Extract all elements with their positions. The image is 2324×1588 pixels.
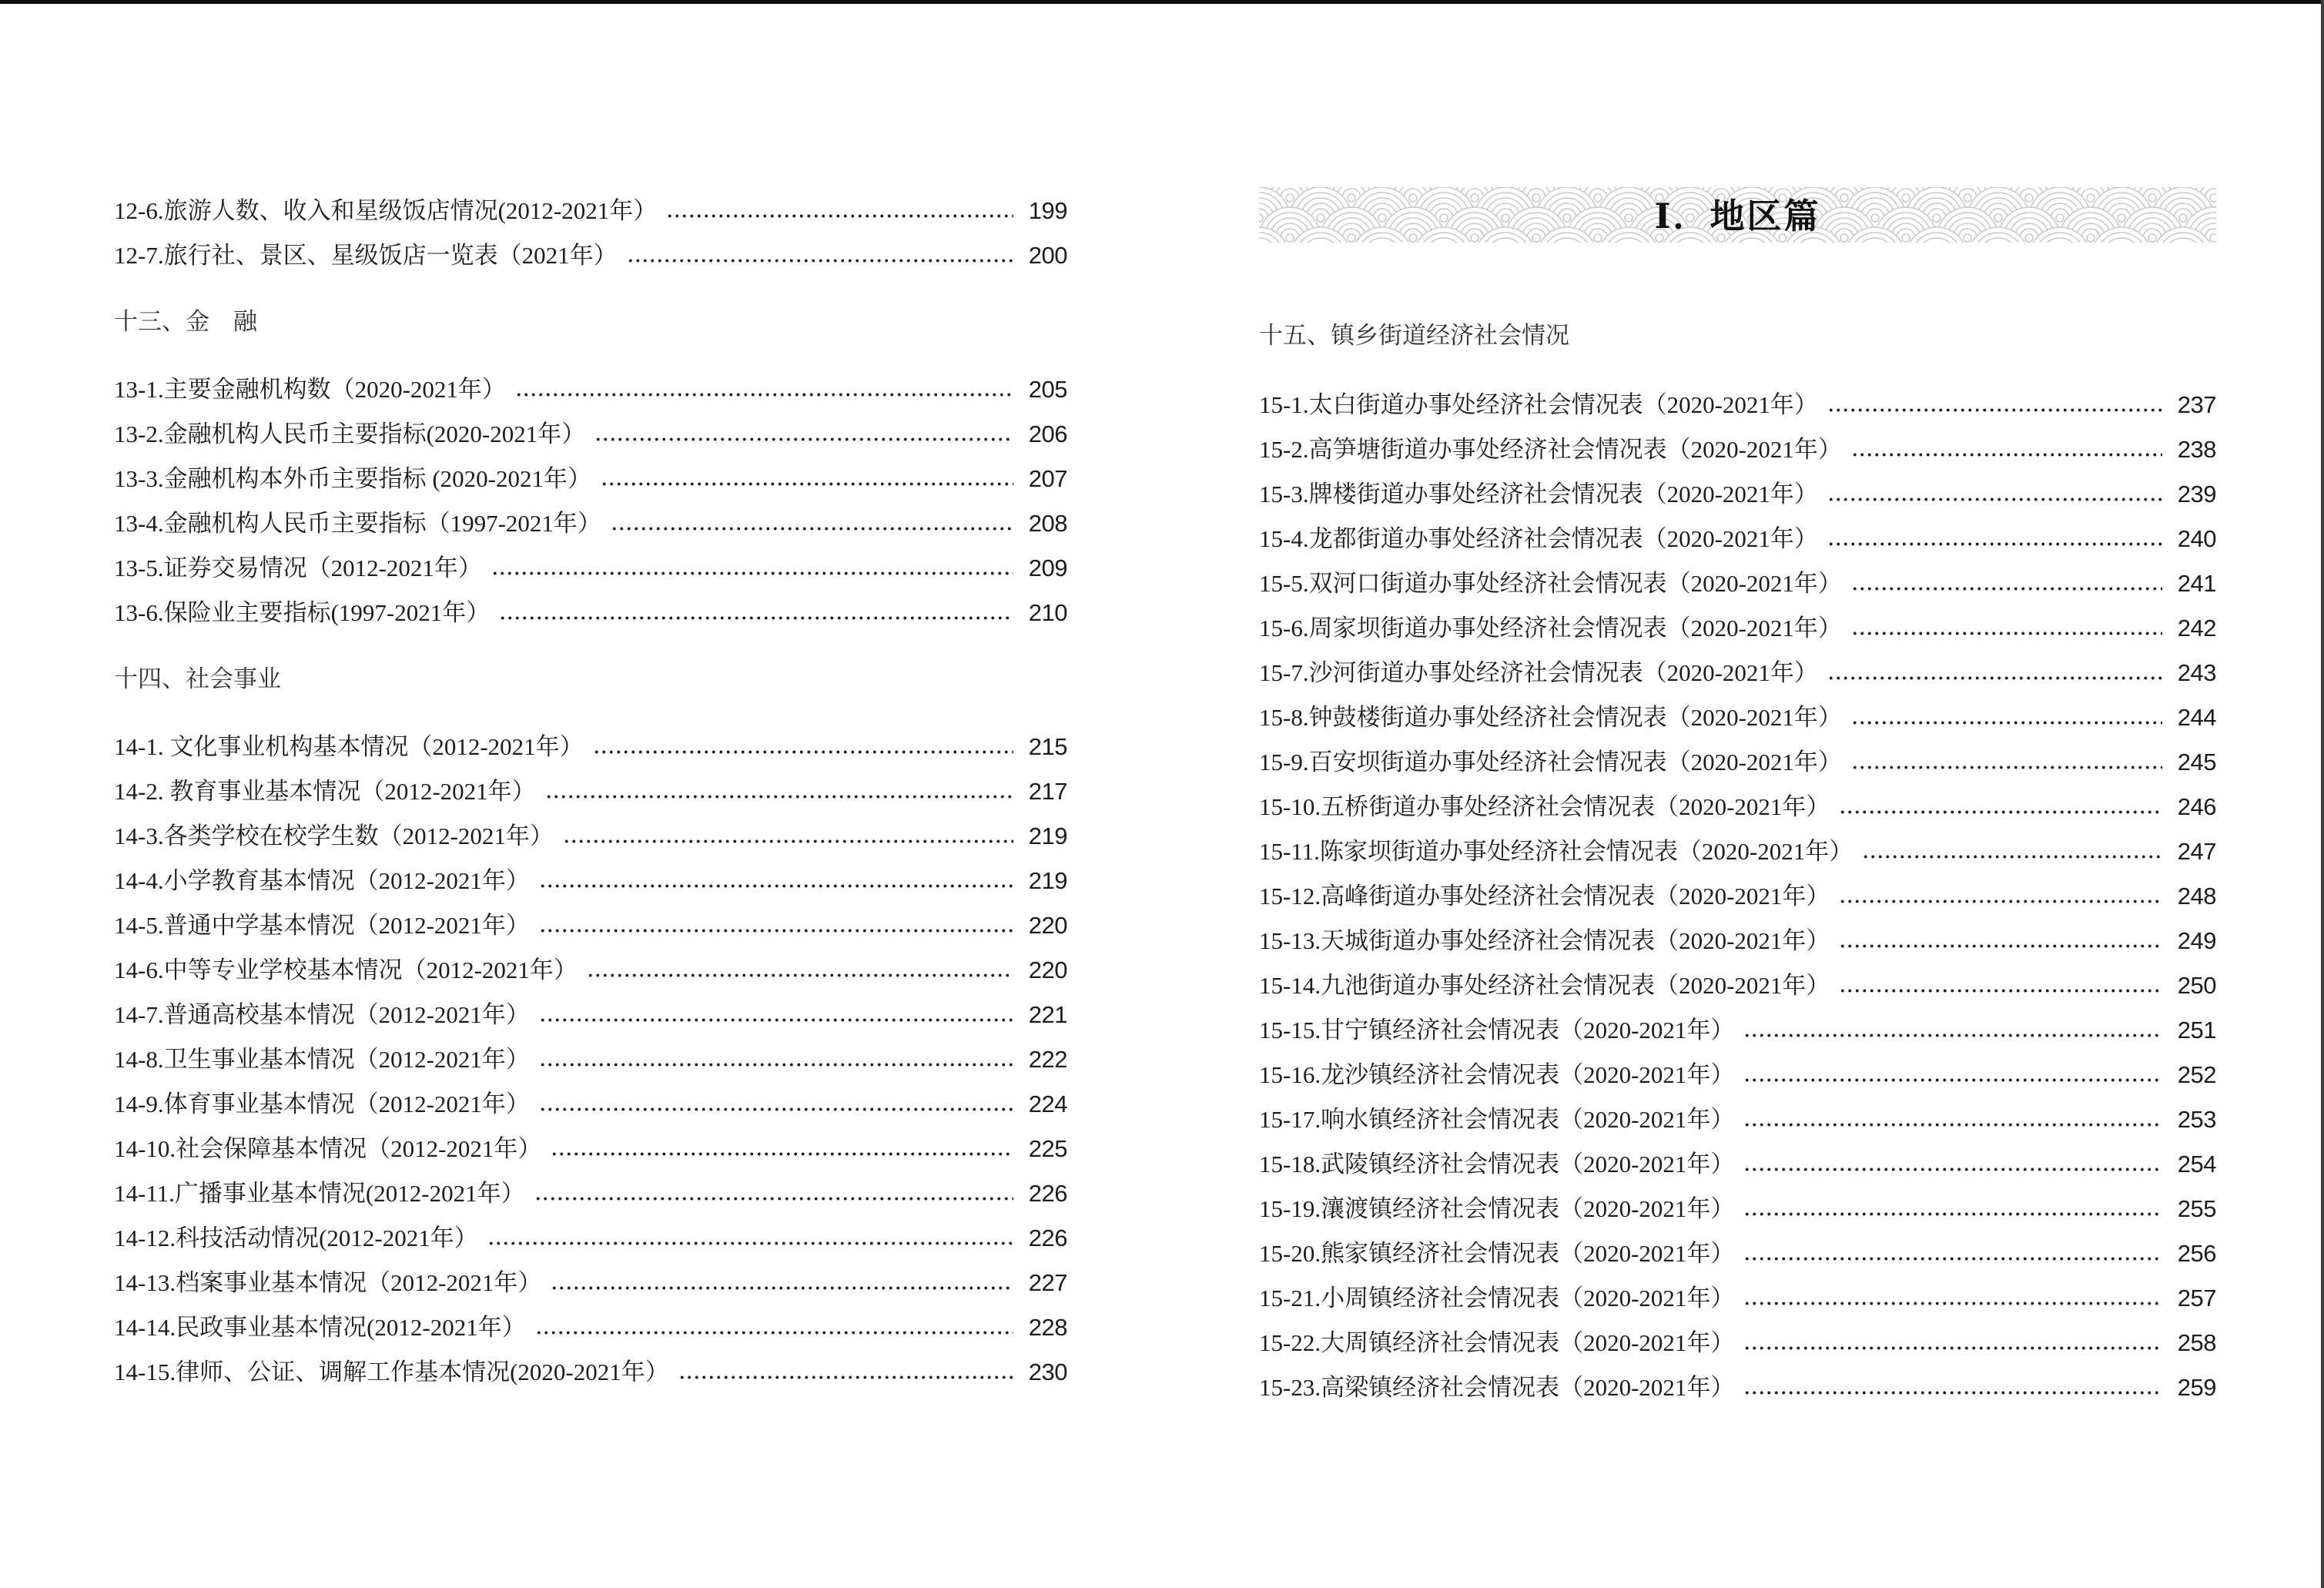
toc-entry-page: 226 (1028, 1224, 1067, 1251)
dot-leader (1743, 1063, 2162, 1087)
toc-entry (114, 1171, 1067, 1215)
toc-entry (1259, 1052, 2216, 1097)
toc-entry-title: 14-2. 教育事业基本情况（2012-2021年） (114, 777, 536, 805)
section-heading-townships: 十五、镇乡街道经济社会情况 (1259, 321, 1569, 349)
toc-entry-page: 209 (1028, 554, 1067, 581)
toc-entry (1259, 873, 2216, 918)
toc-entry-title: 13-2.金融机构人民币主要指标(2020-2021年） (114, 420, 586, 447)
toc-entry (1259, 963, 2216, 1007)
toc-entry-title: 14-11.广播事业基本情况(2012-2021年） (114, 1179, 525, 1207)
toc-entry-page: 222 (1028, 1045, 1067, 1073)
toc-entry-page: 205 (1028, 375, 1067, 403)
dot-leader (1839, 929, 2162, 953)
toc-entry (114, 813, 1067, 858)
dot-leader (539, 913, 1013, 937)
toc-entry-page: 256 (2177, 1239, 2216, 1267)
dot-leader (1743, 1018, 2162, 1042)
dot-leader (1827, 527, 2162, 551)
toc-entry-page: 237 (2177, 390, 2216, 418)
toc-entry (114, 992, 1067, 1037)
toc-entry-title: 12-7.旅行社、景区、星级饭店一览表（2021年） (114, 241, 618, 269)
dot-leader (611, 511, 1013, 535)
toc-entry-title: 15-10.五桥街道办事处经济社会情况表（2020-2021年） (1259, 792, 1830, 820)
toc-entry-title: 14-12.科技活动情况(2012-2021年） (114, 1224, 478, 1251)
toc-entry-page: 257 (2177, 1284, 2216, 1312)
toc-entry-title: 15-17.响水镇经济社会情况表（2020-2021年） (1259, 1105, 1735, 1133)
page-top-border (0, 0, 2324, 4)
toc-entry-page: 220 (1028, 911, 1067, 939)
toc-entry-title: 14-5.普通中学基本情况（2012-2021年） (114, 911, 530, 939)
toc-entry (114, 590, 1067, 635)
toc-entry-page: 219 (1028, 822, 1067, 849)
toc-entry-title: 15-16.龙沙镇经济社会情况表（2020-2021年） (1259, 1060, 1735, 1088)
toc-entry-title: 15-13.天城街道办事处经济社会情况表（2020-2021年） (1259, 926, 1830, 954)
dot-leader (491, 556, 1013, 580)
toc-entry-title: 15-11.陈家坝街道办事处经济社会情况表（2020-2021年） (1259, 837, 1854, 865)
dot-leader (1851, 750, 2162, 774)
toc-entry-page: 242 (2177, 614, 2216, 642)
toc-entry-page: 227 (1028, 1268, 1067, 1296)
toc-entry-page: 248 (2177, 882, 2216, 910)
toc-entry (114, 411, 1067, 456)
toc-entry-title: 15-3.牌楼街道办事处经济社会情况表（2020-2021年） (1259, 480, 1818, 508)
toc-entry (1259, 1097, 2216, 1141)
dot-leader (1851, 705, 2162, 729)
toc-entry (1259, 695, 2216, 739)
dot-leader (1743, 1286, 2162, 1310)
page-right-border (2321, 0, 2324, 1588)
toc-entry (1259, 1365, 2216, 1409)
dot-leader (551, 1137, 1013, 1161)
toc-entry (114, 1260, 1067, 1305)
toc-entry-title: 15-6.周家坝街道办事处经济社会情况表（2020-2021年） (1259, 614, 1842, 642)
toc-entry-title: 15-21.小周镇经济社会情况表（2020-2021年） (1259, 1284, 1735, 1312)
toc-entry-page: 224 (1028, 1090, 1067, 1117)
toc-entry-title: 15-12.高峰街道办事处经济社会情况表（2020-2021年） (1259, 882, 1830, 910)
dot-leader (593, 735, 1013, 759)
dot-leader (1862, 839, 2162, 863)
toc-entry-page: 247 (2177, 837, 2216, 865)
toc-entry-page: 238 (2177, 435, 2216, 463)
dot-leader (1743, 1152, 2162, 1176)
dot-leader (1851, 571, 2162, 595)
toc-list-tourism-continued (114, 188, 1067, 277)
toc-entry-title: 14-7.普通高校基本情况（2012-2021年） (114, 1000, 530, 1028)
toc-entry (1259, 516, 2216, 561)
toc-entry-title: 14-8.卫生事业基本情况（2012-2021年） (114, 1045, 530, 1073)
toc-list-social-affairs (114, 724, 1067, 1394)
toc-entry (1259, 561, 2216, 605)
toc-list-finance (114, 367, 1067, 635)
section-heading-social-affairs: 十四、社会事业 (114, 665, 281, 692)
toc-entry-title: 15-2.高笋塘街道办事处经济社会情况表（2020-2021年） (1259, 435, 1842, 463)
toc-entry (1259, 1320, 2216, 1365)
toc-entry-page: 259 (2177, 1373, 2216, 1401)
toc-entry (1259, 739, 2216, 784)
toc-entry-title: 15-20.熊家镇经济社会情况表（2020-2021年） (1259, 1239, 1735, 1267)
toc-entry-page: 208 (1028, 509, 1067, 537)
dot-leader (627, 243, 1013, 267)
toc-entry-page: 255 (2177, 1194, 2216, 1222)
toc-entry (114, 1081, 1067, 1126)
toc-entry-title: 15-14.九池街道办事处经济社会情况表（2020-2021年） (1259, 971, 1830, 999)
toc-entry-page: 246 (2177, 792, 2216, 820)
toc-entry (114, 903, 1067, 947)
toc-entry-page: 207 (1028, 464, 1067, 492)
dot-leader (1743, 1241, 2162, 1265)
dot-leader (1851, 437, 2162, 461)
toc-entry-page: 251 (2177, 1016, 2216, 1044)
toc-entry-title: 13-6.保险业主要指标(1997-2021年） (114, 598, 491, 626)
toc-entry-page: 243 (2177, 658, 2216, 686)
toc-entry (1259, 427, 2216, 471)
toc-entry (114, 1215, 1067, 1260)
toc-entry-title: 13-4.金融机构人民币主要指标（1997-2021年） (114, 509, 601, 537)
right-page-column (1259, 187, 2216, 1409)
toc-entry-title: 14-4.小学教育基本情况（2012-2021年） (114, 866, 530, 894)
toc-entry (1259, 650, 2216, 695)
left-page-column (114, 188, 1067, 1394)
toc-entry-page: 210 (1028, 598, 1067, 626)
dot-leader (587, 958, 1013, 982)
toc-entry (1259, 1186, 2216, 1231)
toc-entry-page: 258 (2177, 1328, 2216, 1356)
part-title-band (1259, 187, 2216, 243)
toc-entry-title: 15-7.沙河街道办事处经济社会情况表（2020-2021年） (1259, 658, 1818, 686)
toc-list-townships (1259, 382, 2216, 1409)
toc-entry-page: 254 (2177, 1150, 2216, 1178)
toc-entry-page: 241 (2177, 569, 2216, 597)
toc-entry-page: 228 (1028, 1313, 1067, 1341)
dot-leader (515, 377, 1013, 401)
toc-entry-page: 199 (1028, 196, 1067, 224)
toc-entry (1259, 382, 2216, 427)
toc-entry-title: 14-3.各类学校在校学生数（2012-2021年） (114, 822, 554, 849)
toc-entry (1259, 918, 2216, 963)
dot-leader (487, 1226, 1013, 1250)
toc-entry (114, 456, 1067, 501)
toc-entry-title: 14-13.档案事业基本情况（2012-2021年） (114, 1268, 542, 1296)
dot-leader (1827, 393, 2162, 417)
section-heading-finance: 十三、金 融 (114, 307, 257, 335)
toc-entry-title: 14-14.民政事业基本情况(2012-2021年） (114, 1313, 526, 1341)
dot-leader (545, 779, 1013, 803)
dot-leader (551, 1271, 1013, 1295)
dot-leader (1743, 1375, 2162, 1399)
toc-entry-title: 15-22.大周镇经济社会情况表（2020-2021年） (1259, 1328, 1735, 1356)
toc-entry-title: 14-1. 文化事业机构基本情况（2012-2021年） (114, 732, 584, 760)
toc-entry-title: 15-5.双河口街道办事处经济社会情况表（2020-2021年） (1259, 569, 1842, 597)
toc-entry-title: 13-5.证券交易情况（2012-2021年） (114, 554, 482, 581)
toc-entry-page: 226 (1028, 1179, 1067, 1207)
toc-entry-page: 244 (2177, 703, 2216, 731)
toc-entry-title: 13-3.金融机构本外币主要指标 (2020-2021年） (114, 464, 591, 492)
toc-entry-title: 14-10.社会保障基本情况（2012-2021年） (114, 1134, 542, 1162)
toc-entry-title: 15-18.武陵镇经济社会情况表（2020-2021年） (1259, 1150, 1735, 1178)
dot-leader (539, 869, 1013, 893)
toc-entry-title: 15-15.甘宁镇经济社会情况表（2020-2021年） (1259, 1016, 1735, 1044)
toc-entry-title: 13-1.主要金融机构数（2020-2021年） (114, 375, 506, 403)
dot-leader (1743, 1331, 2162, 1355)
dot-leader (1827, 661, 2162, 685)
dot-leader (535, 1315, 1013, 1339)
toc-entry (114, 947, 1067, 992)
dot-leader (534, 1181, 1013, 1205)
dot-leader (1827, 482, 2162, 506)
toc-entry (114, 545, 1067, 590)
toc-entry-page: 239 (2177, 480, 2216, 508)
toc-entry (1259, 605, 2216, 650)
dot-leader (601, 467, 1013, 491)
toc-entry-title: 15-8.钟鼓楼街道办事处经济社会情况表（2020-2021年） (1259, 703, 1842, 731)
dot-leader (499, 601, 1013, 625)
toc-entry (1259, 1231, 2216, 1275)
dot-leader (666, 199, 1013, 223)
toc-entry-title: 14-15.律师、公证、调解工作基本情况(2020-2021年） (114, 1358, 669, 1385)
dot-leader (1839, 973, 2162, 997)
dot-leader (594, 422, 1013, 446)
toc-entry-title: 15-4.龙都街道办事处经济社会情况表（2020-2021年） (1259, 524, 1818, 552)
toc-entry-page: 219 (1028, 866, 1067, 894)
toc-entry-page: 249 (2177, 926, 2216, 954)
dot-leader (1851, 616, 2162, 640)
toc-entry (114, 1305, 1067, 1349)
toc-entry-page: 230 (1028, 1358, 1067, 1385)
toc-entry-page: 253 (2177, 1105, 2216, 1133)
toc-entry-title: 15-1.太白街道办事处经济社会情况表（2020-2021年） (1259, 390, 1818, 418)
dot-leader (539, 1003, 1013, 1027)
toc-entry (1259, 829, 2216, 873)
toc-entry (1259, 784, 2216, 829)
dot-leader (1743, 1197, 2162, 1221)
dot-leader (539, 1092, 1013, 1116)
toc-entry (114, 188, 1067, 233)
toc-entry-page: 220 (1028, 956, 1067, 983)
toc-entry-page: 200 (1028, 241, 1067, 269)
dot-leader (1839, 795, 2162, 819)
toc-entry-page: 221 (1028, 1000, 1067, 1028)
toc-entry-page: 225 (1028, 1134, 1067, 1162)
toc-entry (114, 1126, 1067, 1171)
toc-entry (114, 501, 1067, 545)
toc-entry (114, 1349, 1067, 1394)
toc-entry-page: 215 (1028, 732, 1067, 760)
toc-entry (114, 769, 1067, 813)
toc-entry-page: 245 (2177, 748, 2216, 776)
dot-leader (539, 1047, 1013, 1071)
toc-entry (114, 1037, 1067, 1081)
toc-entry (1259, 1141, 2216, 1186)
toc-entry-page: 206 (1028, 420, 1067, 447)
toc-entry-page: 217 (1028, 777, 1067, 805)
toc-entry (1259, 1007, 2216, 1052)
toc-entry (114, 858, 1067, 903)
toc-entry-title: 14-6.中等专业学校基本情况（2012-2021年） (114, 956, 578, 983)
toc-entry (114, 724, 1067, 769)
toc-entry (114, 233, 1067, 277)
toc-entry-page: 250 (2177, 971, 2216, 999)
toc-entry (1259, 471, 2216, 516)
dot-leader (1839, 884, 2162, 908)
toc-entry (114, 367, 1067, 411)
dot-leader (678, 1360, 1013, 1384)
toc-entry-title: 15-23.高梁镇经济社会情况表（2020-2021年） (1259, 1373, 1735, 1401)
dot-leader (1743, 1107, 2162, 1131)
dot-leader (563, 824, 1013, 848)
part-title: Ⅰ．地区篇 (1654, 196, 1821, 236)
toc-entry-title: 15-9.百安坝街道办事处经济社会情况表（2020-2021年） (1259, 748, 1842, 776)
toc-entry-page: 240 (2177, 524, 2216, 552)
toc-entry (1259, 1275, 2216, 1320)
toc-entry-title: 14-9.体育事业基本情况（2012-2021年） (114, 1090, 530, 1117)
toc-entry-title: 15-19.瀼渡镇经济社会情况表（2020-2021年） (1259, 1194, 1735, 1222)
toc-entry-title: 12-6.旅游人数、收入和星级饭店情况(2012-2021年） (114, 196, 658, 224)
toc-entry-page: 252 (2177, 1060, 2216, 1088)
